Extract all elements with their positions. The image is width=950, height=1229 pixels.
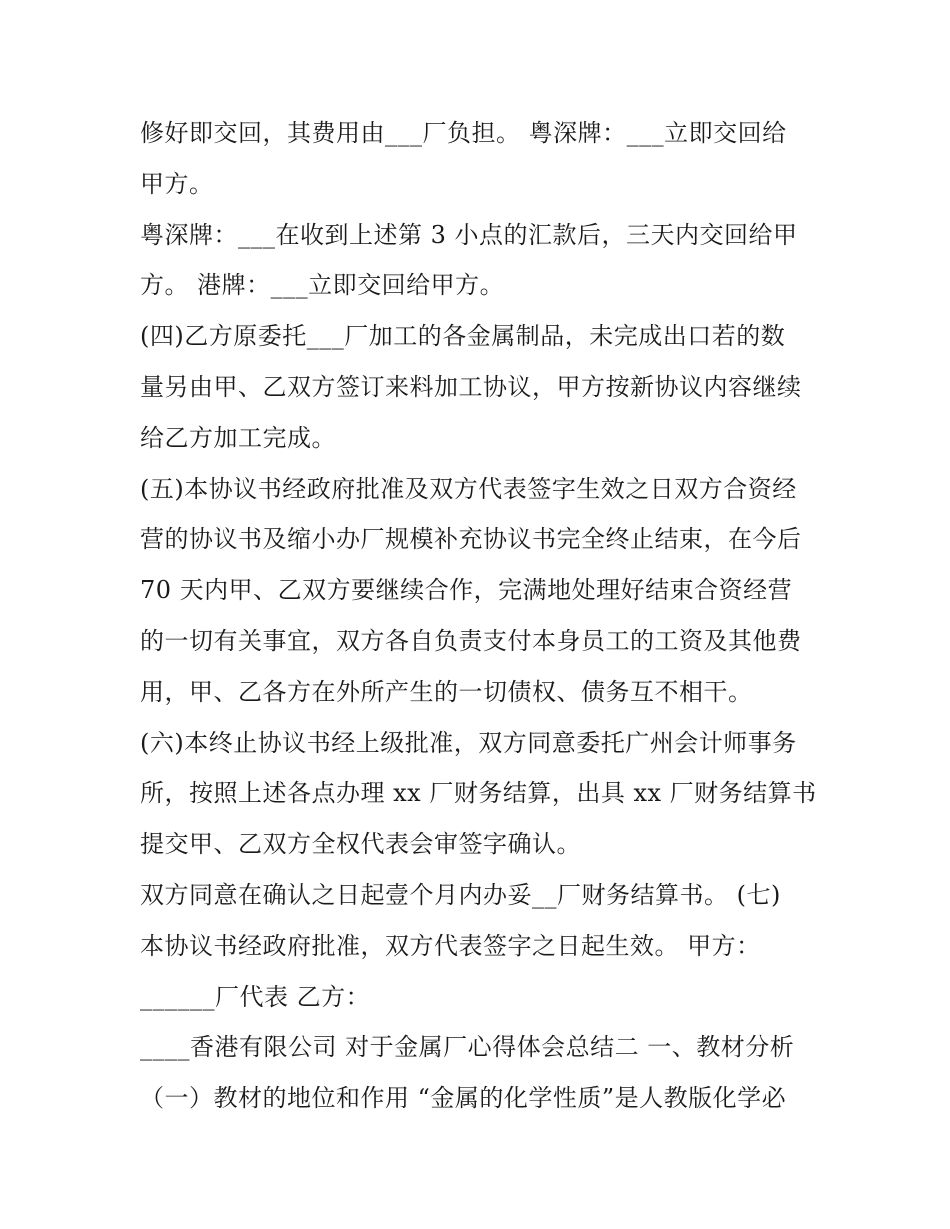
text-line: 70 天内甲、乙双方要继续合作，完满地处理好结束合资经营 [140,576,793,605]
text-line: （一）教材的地位和作用 “金属的化学性质”是人教版化学必 [140,1084,787,1113]
text-line: ______厂代表 乙方： [140,982,371,1011]
text-line: (四)乙方原委托___厂加工的各金属制品，未完成出口若的数 [140,322,786,351]
text-line: 量另由甲、乙双方签订来料加工协议，甲方按新协议内容继续 [140,372,802,401]
text-line: 用，甲、乙各方在外所产生的一切债权、债务互不相干。 [140,677,753,706]
text-line: 双方同意在确认之日起壹个月内办妥__厂财务结算书。 (七) [140,880,781,909]
text-line: ____香港有限公司 对于金属厂心得体会总结二 一、教材分析 [140,1033,795,1062]
text-line: (六)本终止协议书经上级批准，双方同意委托广州会计师事务 [140,728,797,757]
text-line: (五)本协议书经政府批准及双方代表签字生效之日双方合资经 [140,474,797,503]
text-line: 提交甲、乙双方全权代表会审签字确认。 [140,830,581,859]
text-line: 所，按照上述各点办理 xx 厂财务结算，出具 xx 厂财务结算书 [140,779,817,808]
text-line: 营的协议书及缩小办厂规模补充协议书完全终止结束，在今后 [140,525,802,554]
text-line: 给乙方加工完成。 [140,423,336,452]
text-line: 甲方。 [140,169,214,198]
text-line: 的一切有关事宜，双方各自负责支付本身员工的工资及其他费 [140,626,802,655]
text-line: 方。 港牌：___立即交回给甲方。 [140,271,505,300]
document-body [140,108,820,1124]
text-line: 粤深牌：___在收到上述第 3 小点的汇款后，三天内交回给甲 [140,220,798,249]
text-line: 修好即交回，其费用由___厂负担。 粤深牌：___立即交回给 [140,119,787,147]
text-line: 本协议书经政府批准，双方代表签字之日起生效。 甲方： [140,931,761,960]
